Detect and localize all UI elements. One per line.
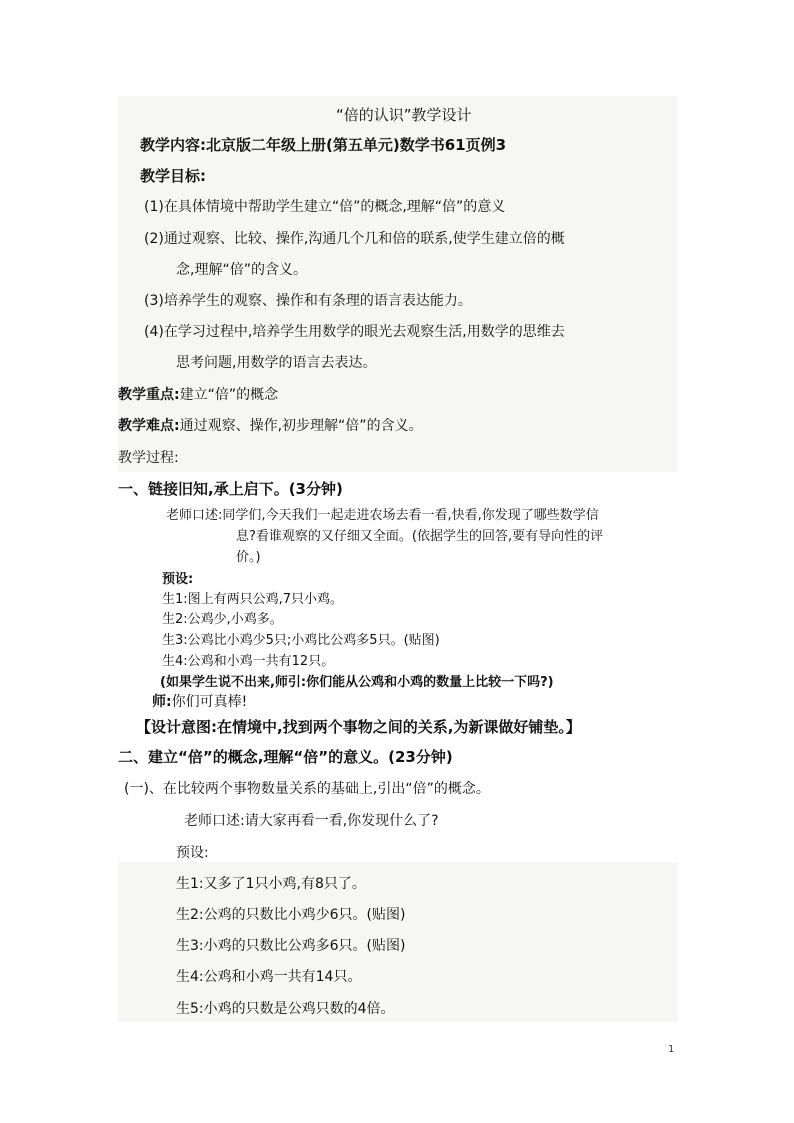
key-point-text: 建立“倍”的概念 — [179, 387, 279, 403]
section1-teacher-line: 价。) — [236, 550, 261, 565]
section1-student-line: 生3:公鸡比小鸡少5只;小鸡比公鸡多5只。(贴图) — [162, 633, 440, 648]
section2-student-line: 生3:小鸡的只数比公鸡多6只。(贴图) — [176, 938, 406, 954]
section1-design-intent: 【设计意图:在情境中,找到两个事物之间的关系,为新课做好铺垫。】 — [136, 718, 581, 736]
objective-line: (1)在具体情境中帮助学生建立“倍”的概念,理解“倍”的意义 — [144, 199, 506, 215]
section1-heading: 一、链接旧知,承上启下。(3分钟) — [118, 480, 343, 498]
difficulty-label: 教学难点: — [118, 418, 180, 434]
section1-teacher-line: 息?看谁观察的又仔细又全面。(依据学生的回答,要有导向性的评 — [236, 529, 604, 544]
section1-teacher-line: 老师口述:同学们,今天我们一起走进农场去看一看,快看,你发现了哪些数学信 — [166, 508, 599, 523]
objective-line: 思考问题,用数学的语言去表达。 — [176, 355, 377, 371]
section1-student-line: 生2:公鸡少,小鸡多。 — [162, 612, 283, 627]
section1-teacher-praise — [152, 691, 247, 711]
section1-student-line: 生4:公鸡和小鸡一共有12只。 — [162, 654, 335, 669]
page-title: “倍的认识”教学设计 — [336, 106, 472, 124]
page-number: 1 — [668, 1044, 675, 1055]
section2-student-line: 生4:公鸡和小鸡一共有14只。 — [176, 969, 362, 985]
section2-student-line: 生2:公鸡的只数比小鸡少6只。(贴图) — [176, 907, 406, 923]
objective-line: 念,理解“倍”的含义。 — [176, 262, 307, 278]
section2-preset-label: 预设: — [176, 845, 209, 861]
teaching-objectives-label: 教学目标: — [140, 167, 206, 185]
teaching-content-text: 北京版二年级上册(第五单元)数学书61页例3 — [206, 136, 507, 154]
section1-preset-label: 预设: — [162, 572, 194, 587]
section2-teacher-line: 老师口述:请大家再看一看,你发现什么了? — [184, 813, 439, 829]
teacher-praise-text: 你们可真棒! — [171, 694, 248, 710]
key-point-label: 教学重点: — [118, 387, 180, 403]
section2-sub-heading: (一)、在比较两个事物数量关系的基础上,引出“倍”的概念。 — [124, 781, 490, 797]
section2-student-line: 生1:又多了1只小鸡,有8只了。 — [176, 876, 366, 892]
objective-line: (4)在学习过程中,培养学生用数学的眼光去观察生活,用数学的思维去 — [144, 324, 565, 340]
teaching-content — [140, 134, 506, 155]
key-point — [118, 384, 278, 404]
difficulty-text: 通过观察、操作,初步理解“倍”的含义。 — [179, 418, 423, 434]
process-label: 教学过程: — [118, 450, 179, 466]
section1-guide: (如果学生说不出来,师引:你们能从公鸡和小鸡的数量上比较一下吗?) — [160, 675, 554, 690]
section2-heading: 二、建立“倍”的概念,理解“倍”的意义。(23分钟) — [118, 748, 453, 766]
section1-student-line: 生1:图上有两只公鸡,7只小鸡。 — [162, 592, 344, 607]
teaching-content-label: 教学内容: — [140, 136, 206, 154]
objective-line: (3)培养学生的观察、操作和有条理的语言表达能力。 — [144, 293, 472, 309]
teacher-label: 师: — [152, 694, 172, 710]
objective-line: (2)通过观察、比较、操作,沟通几个几和倍的联系,使学生建立倍的概 — [144, 231, 565, 247]
section2-student-line: 生5:小鸡的只数是公鸡只数的4倍。 — [176, 1001, 395, 1017]
difficulty — [118, 415, 423, 435]
